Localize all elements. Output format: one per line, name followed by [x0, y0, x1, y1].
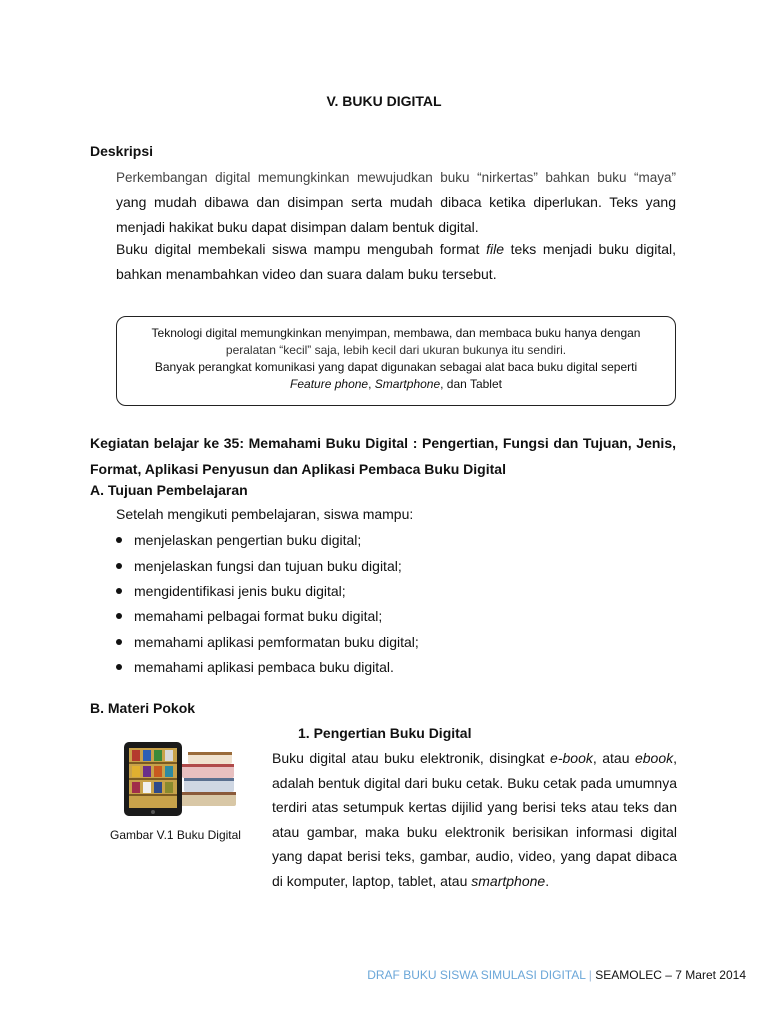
- objective-item: [116, 554, 676, 578]
- deskripsi-p2-file-term: file: [486, 241, 504, 257]
- deskripsi-p1-first-line: Perkembangan digital memungkinkan mewujudkan buku “nirkertas” bahkan buku “maya”: [116, 170, 676, 185]
- objective-item: [116, 630, 676, 654]
- figure-illustration: [118, 738, 238, 818]
- objective-item: [116, 655, 676, 679]
- pengertian-text: .: [545, 872, 550, 889]
- pengertian-text: Buku digital atau buku elektronik, disingkat: [272, 750, 551, 766]
- figure-caption: Gambar V.1 Buku Digital: [110, 828, 241, 842]
- objective-text: memahami aplikasi pemformatan buku digital;: [134, 634, 419, 650]
- info-sep: ,: [368, 377, 375, 391]
- pengertian-text: , atau: [592, 750, 635, 766]
- footer-org: SEAMOLEC – 7 Maret 2014: [595, 968, 746, 982]
- term-e-book: e-book: [550, 750, 593, 766]
- term-ebook: ebook: [634, 750, 674, 766]
- info-feature-phone: Feature phone: [290, 377, 369, 391]
- pengertian-paragraph: [272, 746, 677, 894]
- tablet-with-books-icon: [118, 738, 238, 818]
- page-title: V. BUKU DIGITAL: [326, 93, 442, 109]
- info-smartphone: Smartphone: [374, 377, 441, 391]
- bullet-icon: [116, 664, 122, 670]
- bullet-icon: [116, 563, 122, 569]
- info-line-1: Teknologi digital memungkinkan menyimpan, membawa, dan membaca buku hanya dengan: [151, 326, 641, 340]
- section-a-heading: A. Tujuan Pembelajaran: [90, 482, 248, 498]
- bullet-icon: [116, 537, 122, 543]
- objective-text: mengidentifikasi jenis buku digital;: [134, 583, 346, 599]
- objective-text: memahami aplikasi pembaca buku digital.: [134, 659, 394, 675]
- info-line-3: Banyak perangkat komunikasi yang dapat digunakan sebagai alat baca buku digital seperti: [154, 360, 638, 374]
- kegiatan-heading: Kegiatan belajar ke 35: Memahami Buku Digital : Pengertian, Fungsi dan Tujuan, Jenis, Format, Aplikasi Penyusun dan Aplikasi Pembaca Buku Digital: [90, 435, 676, 477]
- section-a-intro: Setelah mengikuti pembelajaran, siswa mampu:: [116, 506, 414, 522]
- term-smartphone: smartphone: [471, 872, 546, 889]
- bullet-icon: [116, 588, 122, 594]
- objective-text: menjelaskan pengertian buku digital;: [134, 532, 362, 548]
- info-line-2: peralatan “kecil” saja, lebih kecil dari ukuran bukunya itu sendiri.: [225, 343, 567, 357]
- objective-item: [116, 579, 676, 603]
- page-footer: [0, 968, 746, 982]
- deskripsi-p2-text: Buku digital membekali siswa mampu mengubah format: [116, 241, 487, 257]
- pengertian-text: , adalah bentuk digital dari buku cetak. Buku cetak pada umumnya terdiri atas setumpuk kertas dijilid yang berisi teks atau teks dan atau gambar, maka buku elektronik berisikan informasi digital yang dapat berisi teks, gambar, audio, video, yang dapat dibaca di komputer, laptop, tablet, atau: [272, 750, 678, 889]
- info-box: [116, 316, 676, 406]
- objective-text: menjelaskan fungsi dan tujuan buku digital;: [134, 558, 402, 574]
- info-tablet: , dan Tablet: [440, 377, 502, 391]
- objective-item: [116, 528, 676, 552]
- section-b-heading: B. Materi Pokok: [90, 700, 196, 716]
- deskripsi-paragraph-1: [116, 165, 676, 240]
- bullet-icon: [116, 639, 122, 645]
- deskripsi-p1-rest: yang mudah dibawa dan disimpan serta mudah dibaca ketika diperlukan. Teks yang menjadi hakikat buku dapat disimpan dalam bentuk digital.: [116, 194, 676, 235]
- objective-item: [116, 604, 676, 628]
- deskripsi-heading: Deskripsi: [90, 143, 154, 159]
- section-b-subheading: 1. Pengertian Buku Digital: [298, 725, 472, 741]
- objective-text: memahami pelbagai format buku digital;: [134, 608, 383, 624]
- footer-separator: |: [585, 968, 596, 982]
- tablet-icon: [124, 742, 182, 816]
- footer-draft: DRAF BUKU SISWA SIMULASI DIGITAL: [367, 968, 586, 982]
- deskripsi-p2-text-end: teks menjadi buku digital, bahkan menambahkan video dan suara dalam buku tersebut.: [116, 241, 677, 282]
- deskripsi-paragraph-2: [116, 237, 676, 287]
- books-stack-icon: [180, 752, 236, 806]
- bullet-icon: [116, 613, 122, 619]
- info-line-4: [131, 376, 661, 393]
